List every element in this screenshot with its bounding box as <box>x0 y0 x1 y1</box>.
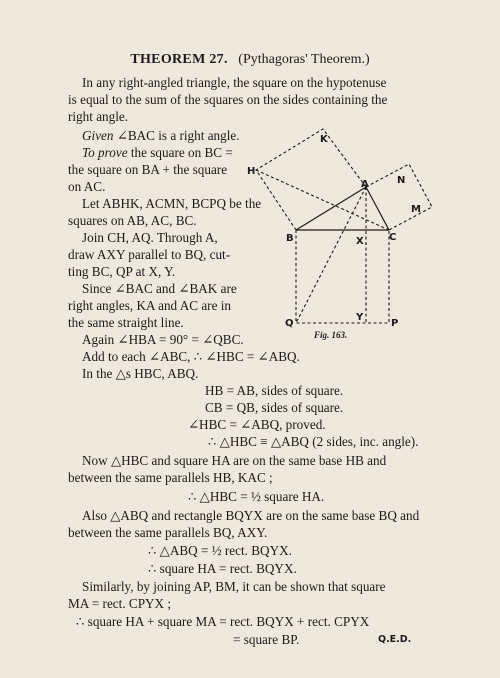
theorem-name: (Pythagoras' Theorem.) <box>238 52 370 67</box>
proof-line-3: ∴ △HBC = ½ square HA. <box>188 489 325 504</box>
construction-line-2: squares on AB, AC, BC. <box>68 213 197 228</box>
to-prove-text: the square on BC = <box>127 145 233 160</box>
label-m: M <box>411 204 421 215</box>
square-abhk <box>256 129 366 230</box>
proof-line-11: = square BP. <box>233 632 300 647</box>
construction-line-8: the same straight line. <box>68 315 184 330</box>
construction-line-6: Since ∠BAC and ∠BAK are <box>82 281 237 296</box>
theorem-number: THEOREM 27. <box>130 52 228 67</box>
line-ch <box>256 170 389 230</box>
proof-line-8: Similarly, by joining AP, BM, it can be shown that square <box>82 579 386 594</box>
statement-line-1: In any right-angled triangle, the square on the hypotenuse <box>82 75 387 90</box>
proof-line-4: Also △ABQ and rectangle BQYX are on the same base BQ and <box>82 508 420 523</box>
proof-line-9: MA = rect. CPYX ; <box>68 596 172 611</box>
congruence-line-3: ∠HBC = ∠ABQ, proved. <box>188 417 326 432</box>
label-x: X <box>356 236 364 247</box>
statement-line-2: is equal to the sum of the squares on the sides containing the <box>68 92 388 107</box>
proof-line-7: ∴ square HA = rect. BQYX. <box>148 561 297 576</box>
proof-line-2: between the same parallels HB, KAC ; <box>68 470 273 485</box>
to-prove-line-3: on AC. <box>68 179 106 194</box>
construction-line-1: Let ABHK, ACMN, BCPQ be the <box>82 196 262 211</box>
to-prove-label: To prove <box>82 145 128 160</box>
construction-line-5: ting BC, QP at X, Y. <box>68 264 176 279</box>
label-k: K <box>320 134 328 145</box>
proof-line-10: ∴ square HA + square MA = rect. BQYX + rect. CPYX <box>76 614 370 629</box>
figure-caption: Fig. 163. <box>314 330 348 340</box>
label-q: Q <box>285 318 294 329</box>
label-c: C <box>389 232 397 243</box>
given-label: Given <box>82 128 114 143</box>
proof-line-5: between the same parallels BQ, AXY. <box>68 525 268 540</box>
side-ac <box>366 187 389 230</box>
construction-line-3: Join CH, AQ. Through A, <box>82 230 218 245</box>
label-y: Y <box>356 312 364 323</box>
construction-line-11: In the △s HBC, ABQ. <box>82 366 199 381</box>
label-h: H <box>247 166 256 177</box>
construction-line-10: Add to each ∠ABC, ∴ ∠HBC = ∠ABQ. <box>82 349 300 364</box>
congruence-line-2: CB = QB, sides of square. <box>205 400 344 415</box>
label-a: A <box>361 179 369 190</box>
proof-line-6: ∴ △ABQ = ½ rect. BQYX. <box>148 543 292 558</box>
label-n: N <box>397 175 406 186</box>
label-p: P <box>391 318 399 329</box>
statement-line-3: right angle. <box>68 109 129 124</box>
construction-line-9: Again ∠HBA = 90° = ∠QBC. <box>82 332 244 347</box>
line-aq <box>296 187 366 323</box>
congruence-line-4: ∴ △HBC ≡ △ABQ (2 sides, inc. angle). <box>208 434 419 449</box>
congruence-line-1: HB = AB, sides of square. <box>205 383 344 398</box>
construction-line-7: right angles, KA and AC are in <box>68 298 231 313</box>
qed-mark: Q.E.D. <box>378 634 412 645</box>
label-b: B <box>286 233 294 244</box>
given-text: ∠BAC is a right angle. <box>113 128 240 143</box>
construction-line-4: draw AXY parallel to BQ, cut- <box>68 247 231 262</box>
proof-line-1: Now △HBC and square HA are on the same base HB and <box>82 453 387 468</box>
square-acmn <box>366 164 432 230</box>
to-prove-line-2: the square on BA + the square <box>68 162 228 177</box>
square-bcpq <box>296 230 389 323</box>
